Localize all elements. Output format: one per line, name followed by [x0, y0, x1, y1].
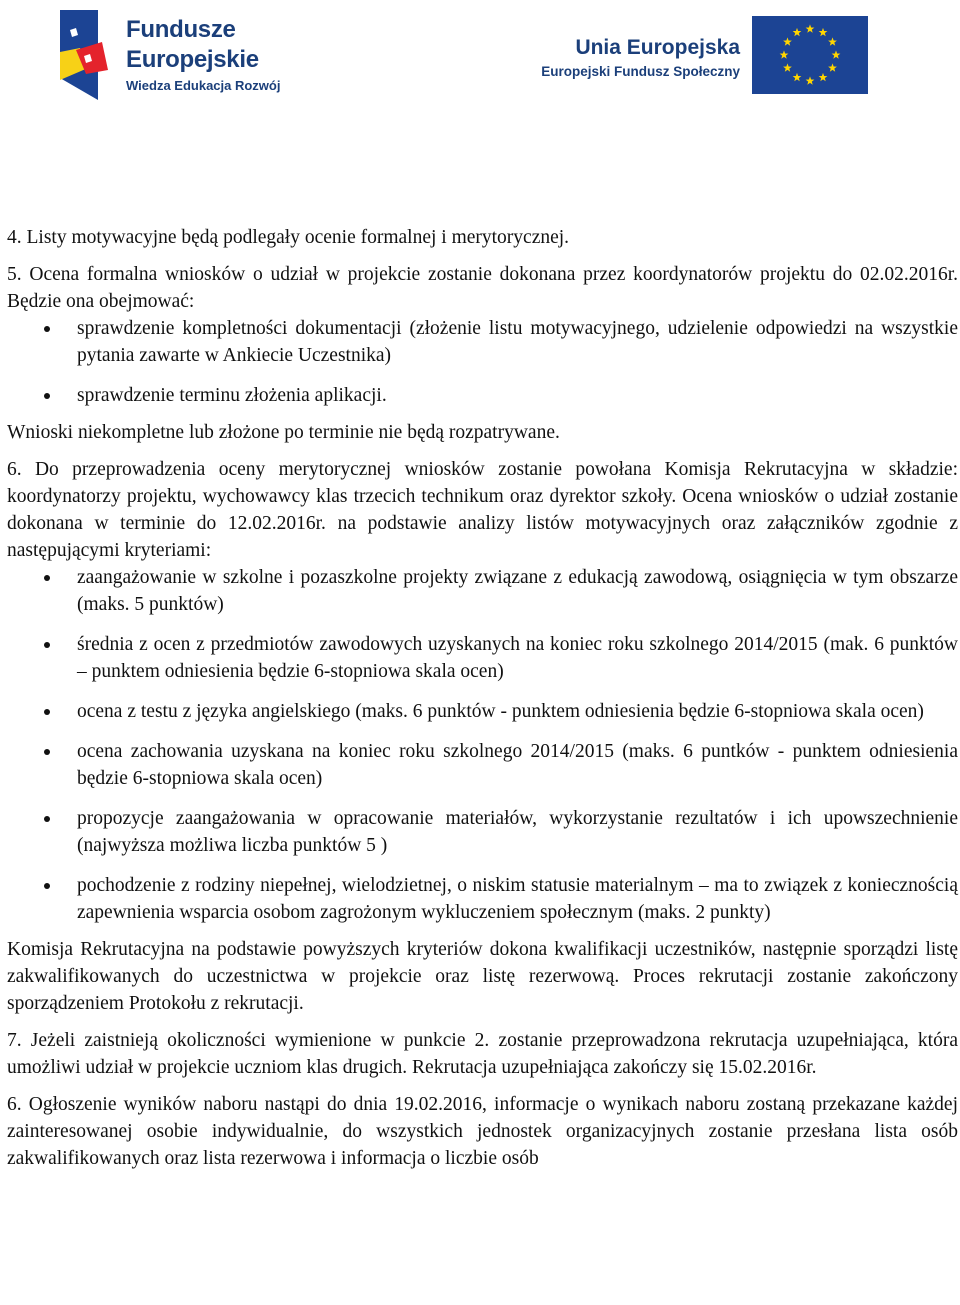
logo-ue-line2: Europejski Fundusz Społeczny — [541, 64, 740, 79]
list-item-text: sprawdzenie kompletności dokumentacji (złożenie listu motywacyjnego, udzielenie odpowiedzi na wszystkie pytania zawarte w Ankiecie Uczestnika) — [77, 318, 958, 366]
logo-fe-tagline: Wiedza Edukacja Rozwój — [126, 78, 281, 93]
list-item — [7, 698, 958, 725]
list-item — [7, 564, 958, 618]
point-7: 7. Jeżeli zaistnieją okoliczności wymienione w punkcie 2. zostanie przeprowadzona rekrutacja uzupełniająca, która umożliwi udział w projekcie uczniom klas drugich. Rekrutacja uzupełniająca zakończy się 15.02.2016r. — [7, 1030, 958, 1078]
incomplete-applications-note: Wnioski niekompletne lub złożone po terminie nie będą rozpatrywane. — [7, 422, 560, 443]
formal-criteria-list — [7, 315, 958, 409]
commission-paragraph: Komisja Rekrutacyjna na podstawie powyższych kryteriów dokona kwalifikacji uczestników, następnie sporządzi listę zakwalifikowanych do uczestnictwa w projekcie oraz listę rezerwową. Proces rekrutacji zostanie zakończony sporządzeniem Protokołu z rekrutacji. — [7, 939, 958, 1014]
fundusze-europejskie-emblem-icon — [58, 8, 120, 100]
point-4: 4. Listy motywacyjne będą podlegały ocenie formalnej i merytorycznej. — [7, 227, 570, 248]
bullet-icon — [44, 816, 50, 822]
bullet-icon — [44, 709, 50, 715]
list-item — [7, 738, 958, 792]
list-item-text: pochodzenie z rodziny niepełnej, wielodzietnej, o niskim statusie materialnym – ma to związek z koniecznością zapewnienia wsparcia osobom zagrożonym wykluczeniem społecznym (maks. 2 punkty) — [77, 875, 958, 923]
document-body — [7, 224, 958, 1172]
point-5: 5. Ocena formalna wniosków o udział w projekcie zostanie dokonana przez koordynatorów projektu do 02.02.2016r. Będzie ona obejmować: — [7, 264, 958, 312]
list-item — [7, 872, 958, 926]
bullet-icon — [44, 883, 50, 889]
logo-fe-line1: Fundusze — [126, 16, 236, 43]
point-6-results: 6. Ogłoszenie wyników naboru nastąpi do dnia 19.02.2016, informacje o wynikach naboru zostaną przekazane każdej zainteresowanej osobie indywidualnie, do wszystkich jednostek organizacyjnych zostanie przesłana lista osób zakwalifikowanych oraz lista rezerwowa i informacja o liczbie osób — [7, 1094, 958, 1169]
list-item-text: zaangażowanie w szkolne i pozaszkolne projekty związane z edukacją zawodową, osiągnięcia w tym obszarze (maks. 5 punktów) — [77, 567, 958, 615]
bullet-icon — [44, 749, 50, 755]
list-item-text: ocena z testu z języka angielskiego (maks. 6 punktów - punktem odniesienia będzie 6-stopniowa skala ocen) — [77, 701, 924, 722]
logo-ue-line1: Unia Europejska — [575, 36, 740, 59]
list-item-text: propozycje zaangażowania w opracowanie materiałów, wykorzystanie rezultatów i ich upowszechnienie (najwyższa możliwa liczba punktów 5 ) — [77, 808, 958, 856]
eu-flag-icon — [752, 16, 868, 94]
list-item — [7, 315, 958, 369]
list-item-text: sprawdzenie terminu złożenia aplikacji. — [77, 385, 387, 406]
unia-europejska-logo — [528, 14, 868, 94]
bullet-icon — [44, 393, 50, 399]
bullet-icon — [44, 326, 50, 332]
page-header — [0, 0, 960, 110]
list-item — [7, 805, 958, 859]
merit-criteria-list — [7, 564, 958, 926]
list-item — [7, 382, 958, 409]
fundusze-europejskie-logo — [58, 8, 318, 100]
list-item — [7, 631, 958, 685]
list-item-text: średnia z ocen z przedmiotów zawodowych uzyskanych na koniec roku szkolnego 2014/2015 (mak. 6 punktów – punktem odniesienia będzie 6-stopniowa skala ocen) — [77, 634, 958, 682]
bullet-icon — [44, 642, 50, 648]
bullet-icon — [44, 575, 50, 581]
logo-fe-line2: Europejskie — [126, 46, 259, 73]
list-item-text: ocena zachowania uzyskana na koniec roku szkolnego 2014/2015 (maks. 6 puntków - punktem odniesienia będzie 6-stopniowa skala ocen) — [77, 741, 958, 789]
point-6: 6. Do przeprowadzenia oceny merytorycznej wniosków zostanie powołana Komisja Rekrutacyjna w składzie: koordynatorzy projektu, wychowawcy klas trzecich technikum oraz dyrektor szkoły. Ocena wniosków o udział zostanie dokonana w terminie do 12.02.2016r. na podstawie analizy listów motywacyjnych oraz załączników zgodnie z następującymi kryteriami: — [7, 459, 958, 561]
